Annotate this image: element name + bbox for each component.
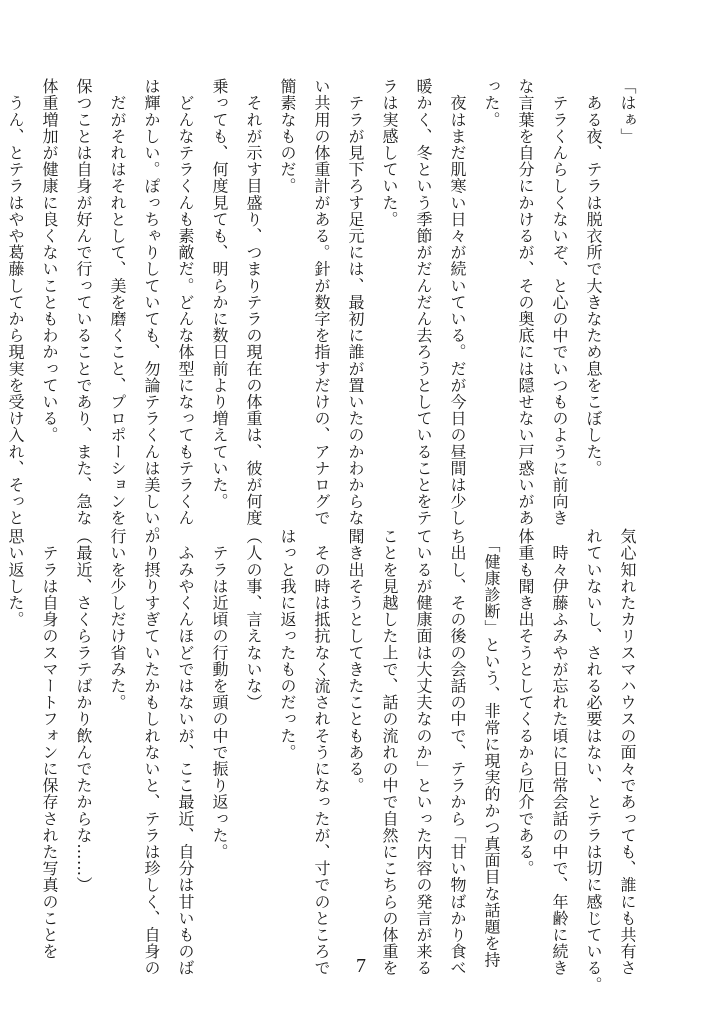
text-line: 聞き出そうとしてきたこともある。 <box>346 528 365 794</box>
text-line: それが示す目盛り、つまりテラの現在の体重は、彼が何度 <box>244 78 263 527</box>
text-line: ふみやくんほどではないが、ここ最近、自分は甘いものば <box>176 528 195 977</box>
upper-text-block <box>0 78 644 543</box>
text-line: だがそれはそれとして、美を磨くこと、プロポーションを <box>108 78 127 527</box>
text-line: かり摂りすぎていたかもしれないと、テラは珍しく、自身の <box>142 528 161 977</box>
text-line: 行いを少しだけ省みた。 <box>108 528 127 711</box>
text-line: った。 <box>482 78 501 128</box>
text-line: 暖かく、冬という季節がだんだん去ろうとしていることをテ <box>414 78 433 527</box>
text-line: ち出し、その後の会話の中で、テラから「甘い物ばかり食べ <box>448 528 467 977</box>
text-line: 思い返した。 <box>6 528 25 628</box>
text-line: （最近、さくらラテばかり飲んでたからな……） <box>74 528 93 894</box>
text-line: 気心知れたカリスマハウスの面々であっても、誰にも共有さ <box>618 528 637 977</box>
text-line: ことを見越した上で、話の流れの中で自然にこちらの体重を <box>380 528 399 977</box>
text-line: 乗っても、何度見ても、明らかに数日前より増えていた。 <box>210 78 229 510</box>
text-line: ているが健康面は大丈夫なのか」といった内容の発言が来る <box>414 528 433 977</box>
text-line: い共用の体重計がある。針が数字を指すだけの、アナログで <box>312 78 331 527</box>
text-line: 「はぁ」 <box>618 78 637 145</box>
text-line: な言葉を自分にかけるが、その奥底には隠せない戸惑いがあ <box>516 78 535 527</box>
text-line: ラは実感していた。 <box>380 78 399 228</box>
text-line: 「健康診断」という、非常に現実的かつ真面目な話題を持 <box>482 528 501 969</box>
text-line: はっと我に返ったものだった。 <box>278 528 297 761</box>
text-line: 簡素なものだ。 <box>278 78 297 195</box>
text-line: （人の事、言えないな） <box>244 528 263 711</box>
text-line: テラは近頃の行動を頭の中で振り返った。 <box>210 528 229 860</box>
text-line: どんなテラくんも素敵だ。どんな体型になってもテラくん <box>176 78 195 527</box>
text-line: テラは自身のスマートフォンに保存された写真のことを <box>40 528 59 960</box>
page-number: 7 <box>356 955 366 977</box>
text-line: 保つことは自身が好んで行っていることであり、また、急な <box>74 78 93 527</box>
text-line: 時々伊藤ふみやが忘れた頃に日常会話の中で、年齢に続き <box>550 528 569 977</box>
lower-text-block <box>0 528 644 993</box>
text-line: うん、とテラはやや葛藤してから現実を受け入れ、そっと <box>6 78 25 527</box>
text-line: ある夜、テラは脱衣所で大きなため息をこぼした。 <box>584 78 603 477</box>
text-line: 体重増加が健康に良くないこともわかっている。 <box>40 78 59 444</box>
text-line: テラが見下ろす足元には、最初に誰が置いたのかわからな <box>346 78 365 527</box>
text-line: その時は抵抗なく流されそうになったが、寸でのところで <box>312 528 331 977</box>
text-line: テラくんらしくないぞ、と心の中でいつものように前向き <box>550 78 569 527</box>
text-line: れていないし、される必要はない、とテラは切に感じている。 <box>584 528 603 993</box>
text-line: 体重も聞き出そうとしてくるから厄介である。 <box>516 528 535 877</box>
text-line: 夜はまだ肌寒い日々が続いている。だが今日の昼間は少し <box>448 78 467 527</box>
text-line: は輝かしい。ぽっちゃりしていても、勿論テラくんは美しい。 <box>142 78 161 543</box>
